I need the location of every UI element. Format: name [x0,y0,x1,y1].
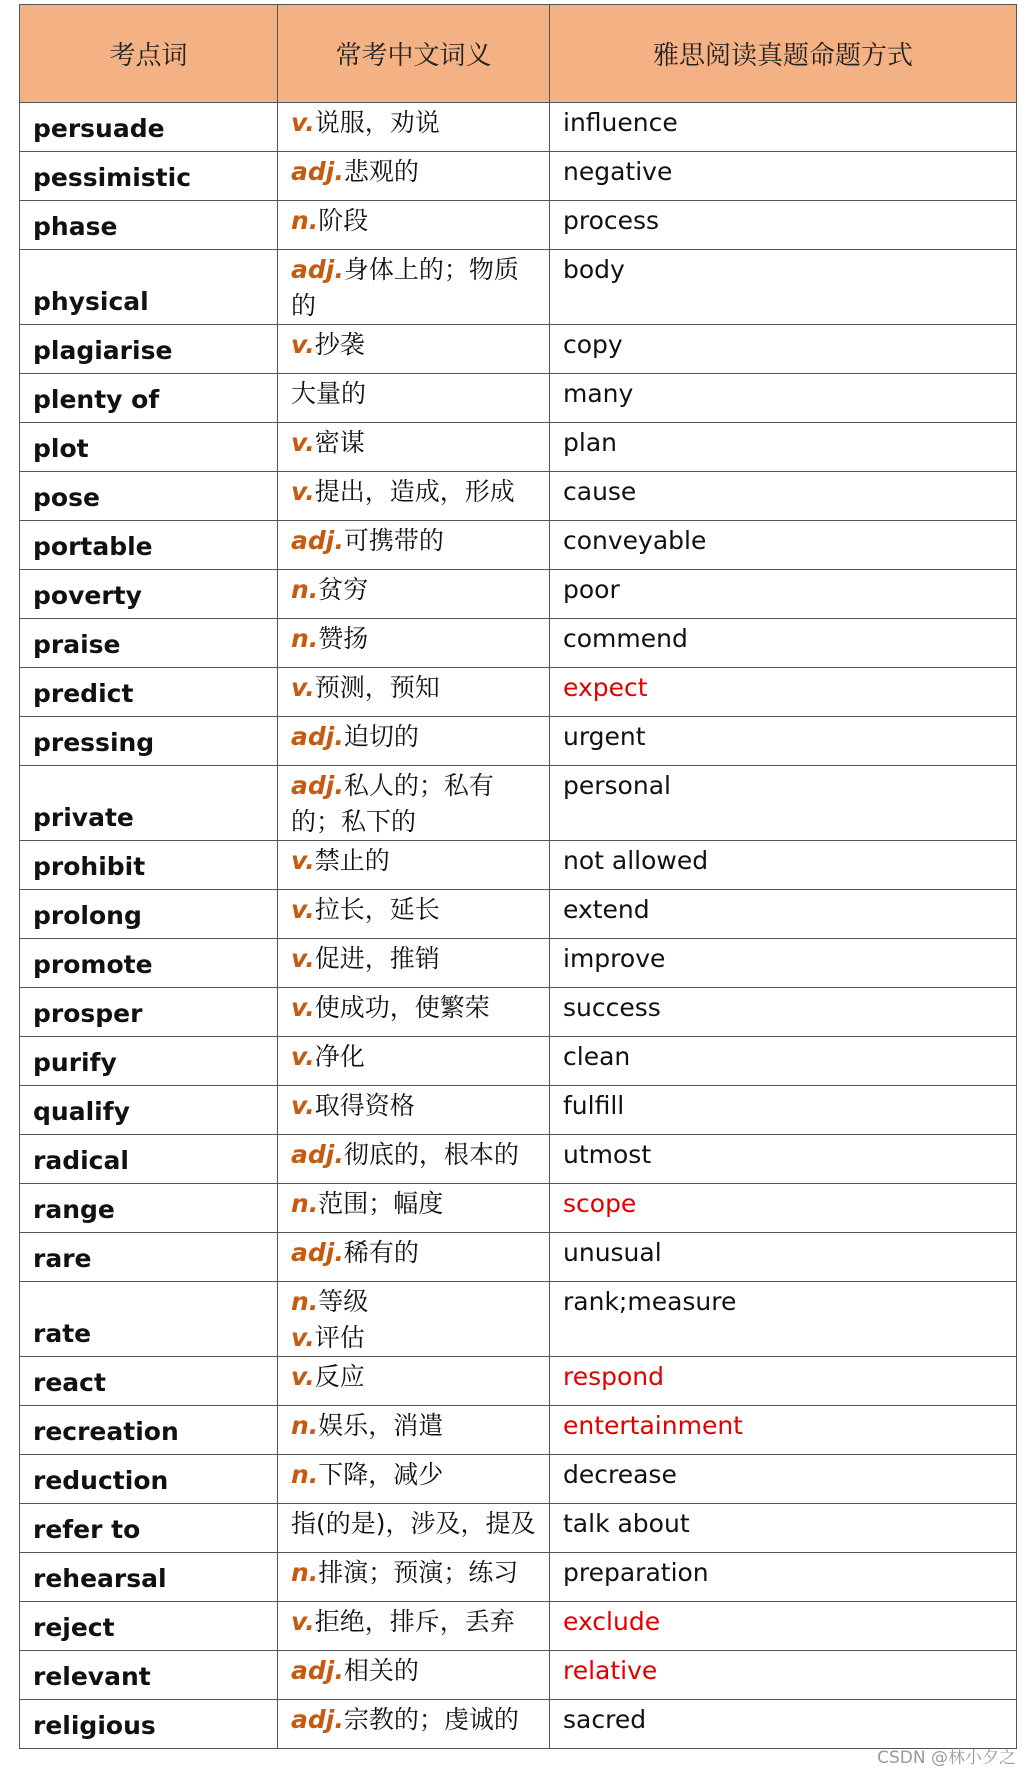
word-cell: plenty of [20,374,278,423]
meaning-cell [278,152,550,201]
table-row [20,988,1017,1037]
word-cell: prolong [20,890,278,939]
part-of-speech: v. [291,895,315,924]
meaning-text: 宗教的；虔诚的 [343,1705,519,1734]
word-cell: predict [20,668,278,717]
ielts-cell: preparation [550,1553,1017,1602]
ielts-cell: scope [550,1184,1017,1233]
meaning-text: 相关的 [343,1656,419,1685]
table-row [20,668,1017,717]
ielts-cell: relative [550,1651,1017,1700]
meaning-line [291,1408,536,1444]
meaning-text: 稀有的 [343,1238,419,1267]
table-row [20,1037,1017,1086]
meaning-cell [278,841,550,890]
table-row [20,103,1017,152]
meaning-line [291,572,536,608]
table-row [20,1651,1017,1700]
meaning-cell [278,1135,550,1184]
meaning-text: 迫切的 [343,722,419,751]
ielts-cell: plan [550,423,1017,472]
meaning-line [291,1235,536,1271]
header-meaning: 常考中文词义 [278,5,550,103]
word-cell: physical [20,250,278,325]
meaning-line [291,1320,536,1356]
part-of-speech: v. [291,1362,315,1391]
word-cell: refer to [20,1504,278,1553]
part-of-speech: v. [291,1607,315,1636]
part-of-speech: adj. [291,1705,344,1734]
ielts-cell: respond [550,1357,1017,1406]
word-cell: qualify [20,1086,278,1135]
meaning-cell [278,1357,550,1406]
meaning-line [291,941,536,977]
ielts-cell: personal [550,766,1017,841]
table-row [20,766,1017,841]
ielts-cell: cause [550,472,1017,521]
word-cell: range [20,1184,278,1233]
ielts-cell: rank;measure [550,1282,1017,1357]
meaning-line [291,327,536,363]
part-of-speech: n. [291,1189,319,1218]
part-of-speech: adj. [291,722,344,751]
meaning-cell [278,103,550,152]
meaning-line [291,203,536,239]
ielts-cell: unusual [550,1233,1017,1282]
meaning-text: 提出，造成，形成 [314,477,515,506]
meaning-cell [278,1455,550,1504]
meaning-text: 下降，减少 [318,1460,444,1489]
part-of-speech: n. [291,575,319,604]
meaning-cell [278,1406,550,1455]
vocab-table [19,4,1017,1749]
meaning-cell [278,1233,550,1282]
ielts-cell: exclude [550,1602,1017,1651]
ielts-cell: urgent [550,717,1017,766]
part-of-speech: v. [291,673,315,702]
meaning-line [291,719,536,755]
ielts-cell: clean [550,1037,1017,1086]
table-row [20,841,1017,890]
word-cell: rate [20,1282,278,1357]
part-of-speech: v. [291,477,315,506]
word-cell: persuade [20,103,278,152]
ielts-cell: copy [550,325,1017,374]
part-of-speech: n. [291,1460,319,1489]
meaning-text: 反应 [314,1362,365,1391]
header-word: 考点词 [20,5,278,103]
meaning-line [291,474,536,510]
meaning-cell [278,890,550,939]
ielts-cell: many [550,374,1017,423]
meaning-line [291,105,536,141]
part-of-speech: v. [291,108,315,137]
table-row [20,472,1017,521]
meaning-text: 禁止的 [314,846,390,875]
meaning-line [291,154,536,190]
table-row [20,201,1017,250]
ielts-cell: talk about [550,1504,1017,1553]
meaning-text: 取得资格 [314,1091,415,1120]
meaning-cell [278,250,550,325]
header-ielts: 雅思阅读真题命题方式 [550,5,1017,103]
part-of-speech: adj. [291,1238,344,1267]
meaning-text: 指(的是)，涉及，提及 [291,1509,536,1538]
part-of-speech: n. [291,1287,319,1316]
ielts-cell: decrease [550,1455,1017,1504]
meaning-cell [278,472,550,521]
meaning-text: 密谋 [314,428,365,457]
table-row [20,1700,1017,1749]
meaning-text: 范围；幅度 [318,1189,444,1218]
meaning-cell [278,766,550,841]
part-of-speech: adj. [291,255,344,284]
table-row [20,1504,1017,1553]
part-of-speech: v. [291,428,315,457]
part-of-speech: adj. [291,771,344,800]
part-of-speech: v. [291,1042,315,1071]
meaning-line [291,621,536,657]
meaning-line [291,1186,536,1222]
meaning-line [291,425,536,461]
meaning-cell [278,619,550,668]
meaning-line [291,670,536,706]
meaning-text: 拒绝，排斥，丢弃 [314,1607,515,1636]
part-of-speech: v. [291,1091,315,1120]
meaning-cell [278,423,550,472]
meaning-cell [278,521,550,570]
meaning-line [291,1137,536,1173]
ielts-cell: poor [550,570,1017,619]
table-row [20,1553,1017,1602]
meaning-cell [278,374,550,423]
meaning-line [291,1555,536,1591]
word-cell: reduction [20,1455,278,1504]
ielts-cell: utmost [550,1135,1017,1184]
watermark: CSDN @林小夕之 [877,1748,1016,1768]
meaning-text: 抄袭 [314,330,365,359]
word-cell: purify [20,1037,278,1086]
ielts-cell: negative [550,152,1017,201]
word-cell: pessimistic [20,152,278,201]
part-of-speech: v. [291,330,315,359]
meaning-line [291,1088,536,1124]
part-of-speech: n. [291,1411,319,1440]
ielts-cell: entertainment [550,1406,1017,1455]
word-cell: radical [20,1135,278,1184]
meaning-cell [278,201,550,250]
meaning-line [291,1359,536,1395]
part-of-speech: adj. [291,1140,344,1169]
table-row [20,1184,1017,1233]
part-of-speech: v. [291,993,315,1022]
ielts-cell: success [550,988,1017,1037]
table-body [20,103,1017,1749]
meaning-text: 阶段 [318,206,369,235]
meaning-line [291,1702,536,1738]
ielts-cell: commend [550,619,1017,668]
meaning-line [291,1039,536,1075]
part-of-speech: adj. [291,1656,344,1685]
meaning-line [291,252,536,324]
part-of-speech: v. [291,846,315,875]
meaning-line [291,990,536,1026]
word-cell: recreation [20,1406,278,1455]
part-of-speech: n. [291,624,319,653]
meaning-cell [278,988,550,1037]
word-cell: pressing [20,717,278,766]
meaning-text: 大量的 [291,379,367,408]
meaning-cell [278,1602,550,1651]
part-of-speech: adj. [291,526,344,555]
word-cell: relevant [20,1651,278,1700]
table-row [20,1602,1017,1651]
meaning-text: 评估 [314,1323,365,1352]
meaning-text: 使成功，使繁荣 [314,993,490,1022]
part-of-speech: v. [291,1323,315,1352]
word-cell: private [20,766,278,841]
meaning-cell [278,1086,550,1135]
meaning-cell [278,1700,550,1749]
meaning-cell [278,1282,550,1357]
table-row [20,717,1017,766]
meaning-text: 等级 [318,1287,369,1316]
word-cell: react [20,1357,278,1406]
meaning-text: 身体上的；物质的 [291,255,519,320]
word-cell: phase [20,201,278,250]
meaning-text: 排演；预演；练习 [318,1558,519,1587]
meaning-line [291,1604,536,1640]
table-row [20,423,1017,472]
meaning-line [291,843,536,879]
table-row [20,890,1017,939]
word-cell: promote [20,939,278,988]
meaning-cell [278,1037,550,1086]
ielts-cell: process [550,201,1017,250]
meaning-line [291,376,536,412]
meaning-line [291,523,536,559]
table-row [20,325,1017,374]
part-of-speech: n. [291,206,319,235]
ielts-cell: extend [550,890,1017,939]
meaning-text: 促进，推销 [314,944,440,973]
meaning-text: 赞扬 [318,624,369,653]
meaning-line [291,1457,536,1493]
table-row [20,1086,1017,1135]
table-row [20,619,1017,668]
meaning-text: 私人的；私有的；私下的 [291,771,494,836]
table-row [20,374,1017,423]
ielts-cell: conveyable [550,521,1017,570]
meaning-text: 悲观的 [343,157,419,186]
meaning-line [291,1284,536,1320]
meaning-text: 拉长，延长 [314,895,440,924]
table-row [20,1135,1017,1184]
ielts-cell: expect [550,668,1017,717]
meaning-cell [278,668,550,717]
part-of-speech: v. [291,944,315,973]
word-cell: pose [20,472,278,521]
table-row [20,939,1017,988]
table-row [20,1455,1017,1504]
meaning-text: 说服，劝说 [314,108,440,137]
meaning-cell [278,570,550,619]
meaning-line [291,892,536,928]
meaning-text: 贫穷 [318,575,369,604]
table-row [20,570,1017,619]
ielts-cell: fulfill [550,1086,1017,1135]
meaning-cell [278,717,550,766]
word-cell: rare [20,1233,278,1282]
meaning-cell [278,1553,550,1602]
word-cell: praise [20,619,278,668]
meaning-text: 可携带的 [343,526,444,555]
table-row [20,1406,1017,1455]
ielts-cell: body [550,250,1017,325]
meaning-cell [278,325,550,374]
meaning-line [291,1506,536,1542]
ielts-cell: sacred [550,1700,1017,1749]
ielts-cell: improve [550,939,1017,988]
meaning-text: 净化 [314,1042,365,1071]
meaning-cell [278,939,550,988]
meaning-cell [278,1651,550,1700]
table-row [20,250,1017,325]
meaning-cell [278,1184,550,1233]
ielts-cell: influence [550,103,1017,152]
part-of-speech: adj. [291,157,344,186]
word-cell: plot [20,423,278,472]
meaning-line [291,1653,536,1689]
meaning-text: 娱乐，消遣 [318,1411,444,1440]
table-row [20,1357,1017,1406]
word-cell: religious [20,1700,278,1749]
part-of-speech: n. [291,1558,319,1587]
word-cell: reject [20,1602,278,1651]
table-row [20,1233,1017,1282]
header-row [20,5,1017,103]
table-row [20,521,1017,570]
word-cell: prohibit [20,841,278,890]
meaning-text: 彻底的，根本的 [343,1140,519,1169]
word-cell: rehearsal [20,1553,278,1602]
word-cell: portable [20,521,278,570]
word-cell: poverty [20,570,278,619]
table-row [20,152,1017,201]
table-row [20,1282,1017,1357]
meaning-text: 预测，预知 [314,673,440,702]
word-cell: prosper [20,988,278,1037]
meaning-line [291,768,536,840]
word-cell: plagiarise [20,325,278,374]
meaning-cell [278,1504,550,1553]
ielts-cell: not allowed [550,841,1017,890]
